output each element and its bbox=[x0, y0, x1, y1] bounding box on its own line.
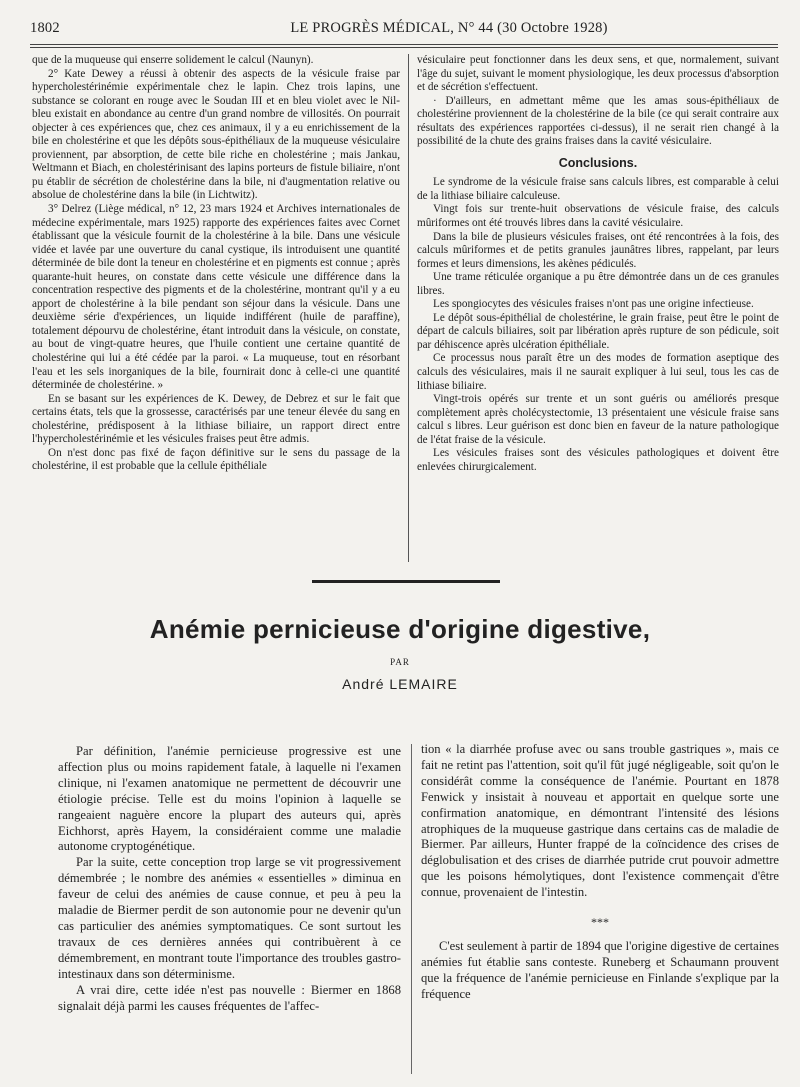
asterism-separator: *** bbox=[591, 915, 609, 930]
page-header bbox=[30, 16, 778, 40]
paragraph: 2° Kate Dewey a réussi à obtenir des aspects de la vésicule fraise par hypercholestérinémie expérimentale chez le lapin. Chez trois lapins, une substance se colorant en rouge avec le Soudan III et en bleu violet avec le Nil-bleu existait en abondance au centre d'un grand nombre de villosités. On pourrait objecter à ces expériences que, chez ces animaux, il y a eu enrichissement de la bile en cholestérine et que les dépôts sous-épithéliaux de la muqueuse vésiculaire proviennent, par absorption, de cette bile riche en cholestérine ; mais Jankau, Weltmann et Biach, en cholestérinisant des lapins porteurs de fistule biliaire, n'ont pu établir de sécrétion de cholestérine dans la bile, ni d'augmentation relative ou absolue de cholestérine dans la bile (in Lichtwitz). bbox=[32, 67, 400, 202]
paragraph: 3° Delrez (Liège médical, n° 12, 23 mars 1924 et Archives internationales de médecine expérimentale, mars 1925) rapporte des expériences faites avec Cornet établissant que la vésicule fournit de la cholestérine à la bile. Dans une vésicule vidée et lavée par une ouverture du canal cystique, ils introduisent une quantité déterminée de bile dont la teneur en cholestérine et en pigments est connue ; après quarante-huit heures, on constate dans cette vésicule une différence dans la concentration respective des pigments et de la cholestérine, montrant qu'il y a eu apport de cholestérine à la bile pendant son séjour dans la vésicule. Dans une deuxième série d'expériences, un liquide indifférent (huile de paraffine), totalement dépourvu de cholestérine, étant introduit dans la vésicule, on constate, au bout de vingt-quatre heures, que l'huile contient une certaine quantité de cholestérine qui lui a été cédée par la paroi. « La muqueuse, tout en résorbant l'eau et les sels inorganiques de la bile, fournirait donc à celle-ci une quantité déterminée de cholestérine. » bbox=[32, 203, 400, 392]
paragraph: En se basant sur les expériences de K. Dewey, de Debrez et sur le fait que certains états, tels que la grossesse, caractérisés par une teneur élevée du sang en cholestérine, prédisposent à la lithiase biliaire, un rapport direct entre l'hypercholestérinémie et les vésicules fraises peut être admis. bbox=[32, 392, 400, 446]
column-divider bbox=[411, 744, 412, 1074]
paragraph: vésiculaire peut fonctionner dans les deux sens, et que, normalement, suivant l'âge du sujet, suivant le moment physiologique, les deux processus d'absorption et de sécrétion s'effectuent. bbox=[417, 54, 779, 94]
paragraph: Les vésicules fraises sont des vésicules pathologiques et doivent être enlevées chirurgicalement. bbox=[417, 447, 779, 473]
section-separator-rule bbox=[312, 580, 500, 583]
paragraph: Les spongiocytes des vésicules fraises n'ont pas une origine infectieuse. bbox=[433, 298, 754, 311]
paragraph: Le dépôt sous-épithélial de cholestérine, le grain fraise, peut être le point de départ de calculs biliaires, soit par libération après rupture de son pédicule, soit par déhiscence après ulcération épithéliale. bbox=[417, 311, 779, 351]
paragraph: tion « la diarrhée profuse avec ou sans trouble gastriques », mais ce fait ne retint pas l'attention, soit qu'il fût jugé négligeable, soit qu'on le considérât comme la conséquence de l'anémie. Pourtant en 1878 Fenwick y insistait à nouveau et apportait en quelque sorte une confirmation anatomique, en démontrant l'intensité des lésions atrophiques de la muqueuse gastrique dans certains cas de maladie de Biermer. Par ailleurs, Hunter frappé de la coïncidence des crises de déglobulisation et des crises de diarrhée putride crut pouvoir admettre que les poisons hémolytiques, dont l'existence commençait d'être connue, provenaient de l'intestin. bbox=[421, 742, 779, 900]
paragraph: Par la suite, cette conception trop large se vit progressivement démembrée ; le nombre des anémies « essentielles » diminua en faveur de celui des anémies de cause connue, et peu à peu la maladie de Biermer perdit de son autonomie pour ne devenir qu'un cas particulier des anémies symptomatiques. Ce sont surtout les travaux de ces dernières années qui contribuèrent à ce démembrement, en montrant toute l'importance des troubles gastro-intestinaux dans son déterminisme. bbox=[58, 855, 401, 981]
paragraph: Une trame réticulée organique a pu être démontrée dans un de ces granules libres. bbox=[417, 271, 779, 297]
paragraph: Ce processus nous paraît être un des modes de formation aseptique des calculs des vésiculaires, mais il ne saurait expliquer à lui seul, tous les cas de lithiase biliaire. bbox=[417, 352, 779, 392]
column-divider bbox=[408, 54, 409, 562]
article-right-column bbox=[421, 742, 779, 1003]
paragraph: Vingt-trois opérés sur trente et un sont guéris ou améliorés presque complètement après cholécystectomie, 13 présentaient une vésicule fraise sans calcul s libres. Leur guérison est donc bien en faveur de la nature pathologique de l'état fraise de la vésicule. bbox=[417, 393, 779, 446]
paragraph: On n'est donc pas fixé de façon définitive sur le sens du passage de la cholestérine, il est probable que la cellule épithéliale bbox=[32, 446, 400, 473]
upper-right-column bbox=[417, 54, 779, 474]
paragraph: Vingt fois sur trente-huit observations de vésicule fraise, des calculs mûriformes ont été trouvés libres dans la cavité vésiculaire. bbox=[417, 203, 779, 230]
paragraph: C'est seulement à partir de 1894 que l'origine digestive de certaines anémies fut établie sans conteste. Runeberg et Schaumann prouvent que la fréquence de l'anémie pernicieuse en Finlande s'explique par la fréquence bbox=[421, 939, 779, 1001]
article-author: André LEMAIRE bbox=[342, 676, 458, 692]
header-rule bbox=[30, 44, 778, 48]
byline-par: PAR bbox=[390, 657, 410, 667]
journal-title: LE PROGRÈS MÉDICAL, N° 44 (30 Octobre 1928) bbox=[290, 20, 608, 36]
paragraph: A vrai dire, cette idée n'est pas nouvelle : Biermer en 1868 signalait déjà parmi les causes fréquentes de l'affec- bbox=[58, 982, 401, 1013]
conclusions-heading: Conclusions. bbox=[558, 155, 638, 170]
paragraph: Le syndrome de la vésicule fraise sans calculs libres, est comparable à celui de la lithiase biliaire calculeuse. bbox=[417, 176, 779, 202]
paragraph: que de la muqueuse qui enserre solidement le calcul (Naunyn). bbox=[32, 54, 314, 66]
article-title: Anémie pernicieuse d'origine digestive, bbox=[149, 614, 651, 644]
paragraph: Par définition, l'anémie pernicieuse progressive est une affection plus ou moins rapidement fatale, à laquelle ni l'examen clinique, ni l'examen anatomique ne permettent de découvrir une étiologie précise. Telle est du moins l'opinion à laquelle se rangeaient naguère encore la plupart des auteurs qui, après Eichhorst, après Hayem, la considéraient comme une maladie autonome cryptogénétique. bbox=[58, 744, 401, 854]
article-left-column bbox=[58, 744, 401, 1014]
page-number: 1802 bbox=[30, 20, 60, 36]
paragraph: · D'ailleurs, en admettant même que les amas sous-épithéliaux de cholestérine proviennent de la cholestérine de la bile (ce qui serait contraire aux résultats des expériences rapportées ci-dessus), il ne serait rien changé à la possibilité de la chute des grains fraises dans la cavité vésiculaire. bbox=[417, 94, 779, 148]
paragraph: Dans la bile de plusieurs vésicules fraises, ont été rencontrées à la fois, des calculs mûriformes et de petits granules jaunâtres libres, rappelant, par leurs formes et leurs dimensions, les akènes pédiculés. bbox=[417, 230, 779, 270]
upper-left-column bbox=[32, 54, 400, 474]
